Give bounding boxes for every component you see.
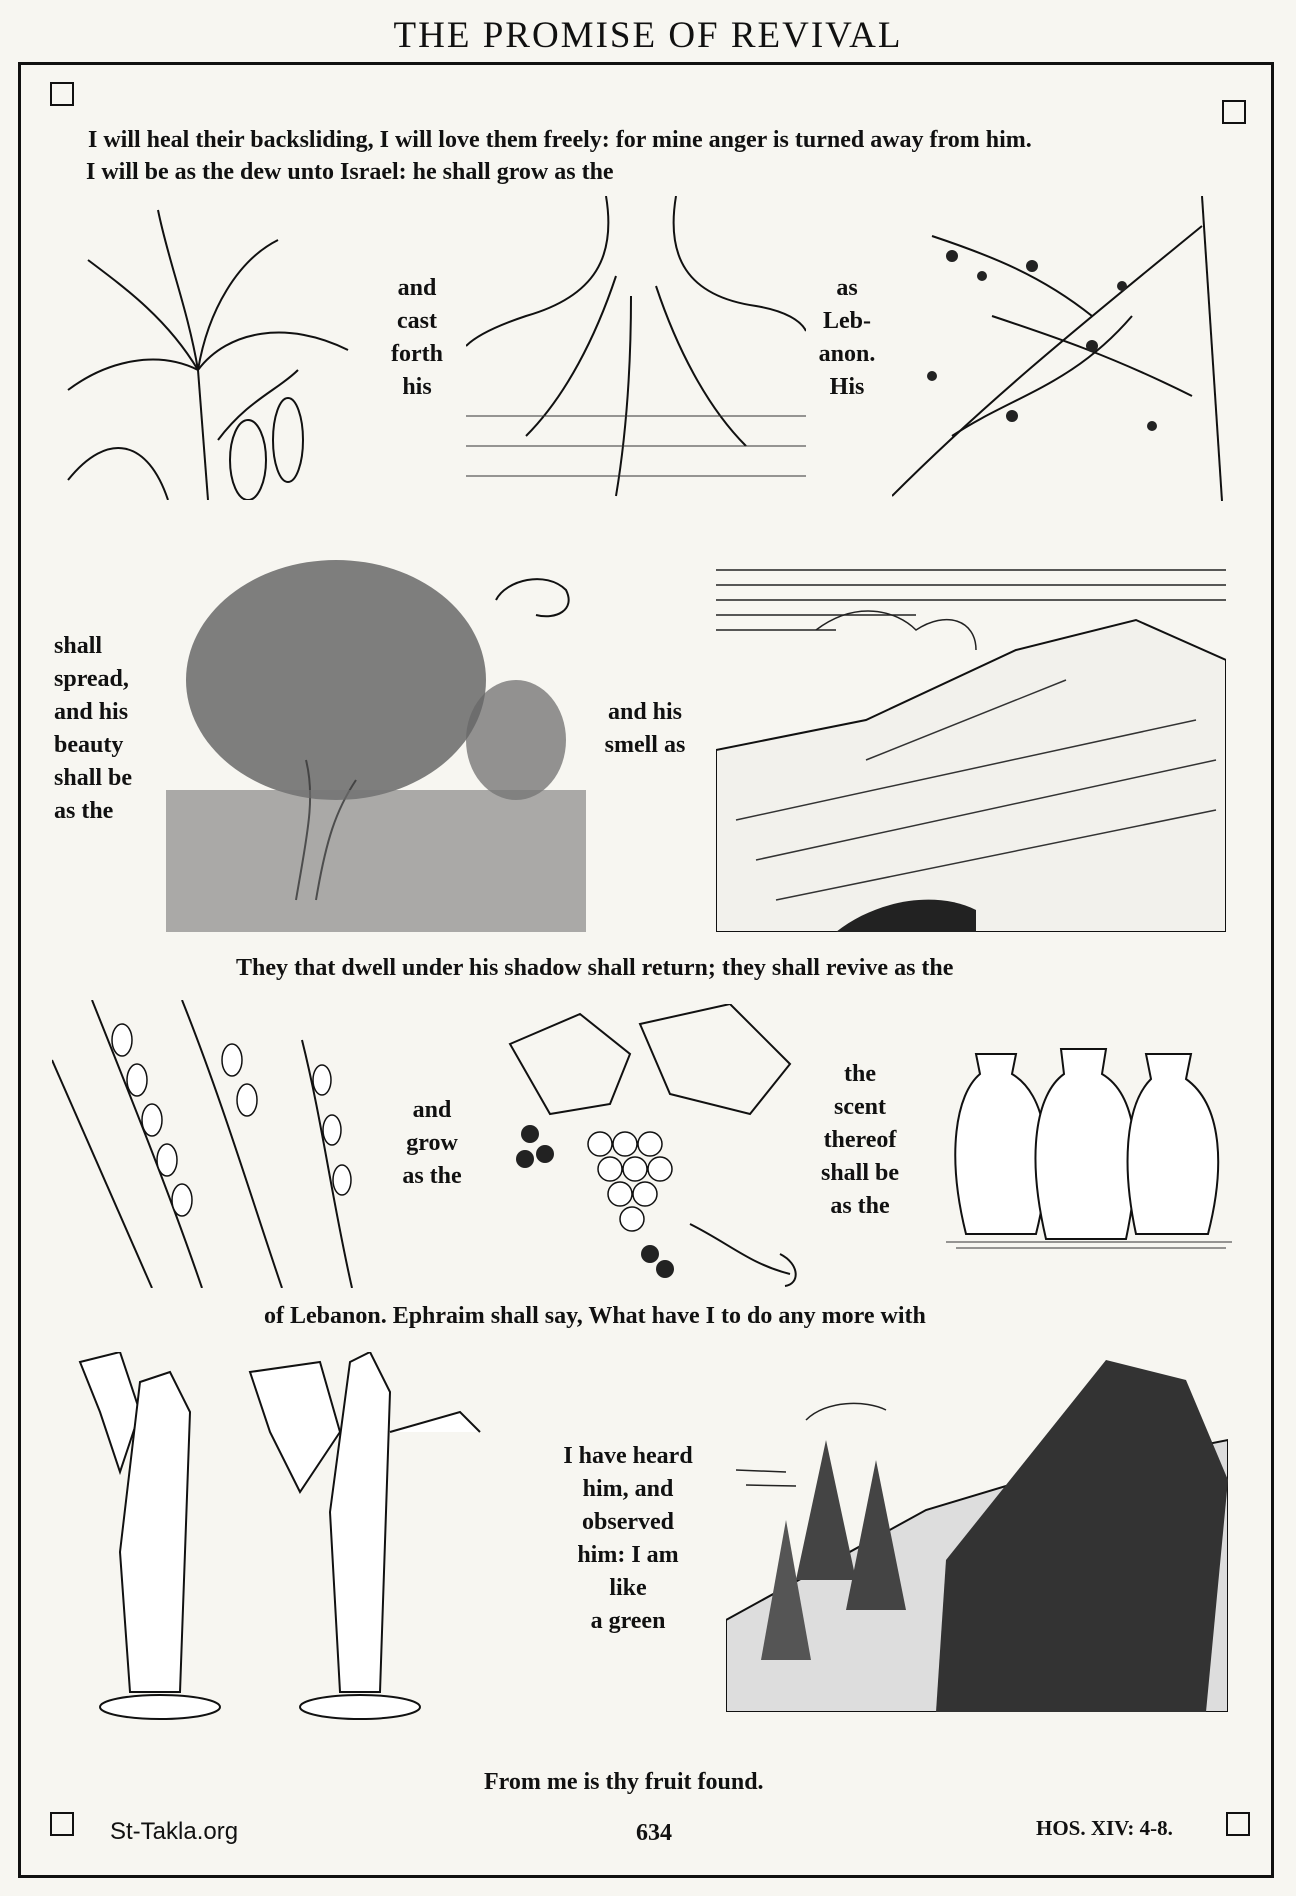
verse-line-2: I will be as the dew unto Israel: he shall grow as the [86,159,614,185]
lily-illustration [48,200,378,500]
mount-lebanon-illustration [716,560,1226,932]
scripture-reference: HOS. XIV: 4-8. [1036,1816,1173,1840]
verse-line-4: of Lebanon. Ephraim shall say, What have I to do any more with [264,1303,926,1329]
verse-line-3: They that dwell under his shadow shall return; they shall revive as the [236,955,954,981]
corner-ornament [1226,1812,1250,1836]
row2-text-left: shall spread, and his beauty shall be as the [54,633,133,824]
row3-text-middle: and grow as the [402,1097,462,1189]
fir-tree-illustration [726,1360,1228,1712]
row1-text-middle: and cast forth his [391,275,443,400]
row2-text-middle: and his smell as [604,699,686,758]
verse-line-1: I will heal their backsliding, I will love them freely: for mine anger is turned away from him. [88,127,1032,153]
verse-line-5: From me is thy fruit found. [484,1769,764,1795]
cedar-branches-illustration [892,196,1240,501]
watermark: St-Takla.org [110,1818,239,1845]
row4-text-middle: I have heard him, and observed him: I am like a green [563,1443,693,1634]
row1-text-right: as Leb- anon. His [818,275,876,400]
page-number: 634 [636,1820,672,1846]
olive-tree-illustration [166,540,586,932]
tree-roots-illustration [466,196,806,501]
page-title: THE PROMISE OF REVIVAL [393,15,903,56]
corner-ornament [50,1812,74,1836]
wheat-illustration [52,1000,376,1288]
corner-ornament [1222,100,1246,124]
corner-ornament [50,82,74,106]
idols-illustration [60,1352,520,1732]
grapevine-illustration [490,1004,814,1290]
wine-jars-illustration [946,1034,1232,1254]
row3-text-right: the scent thereof shall be as the [820,1061,900,1219]
